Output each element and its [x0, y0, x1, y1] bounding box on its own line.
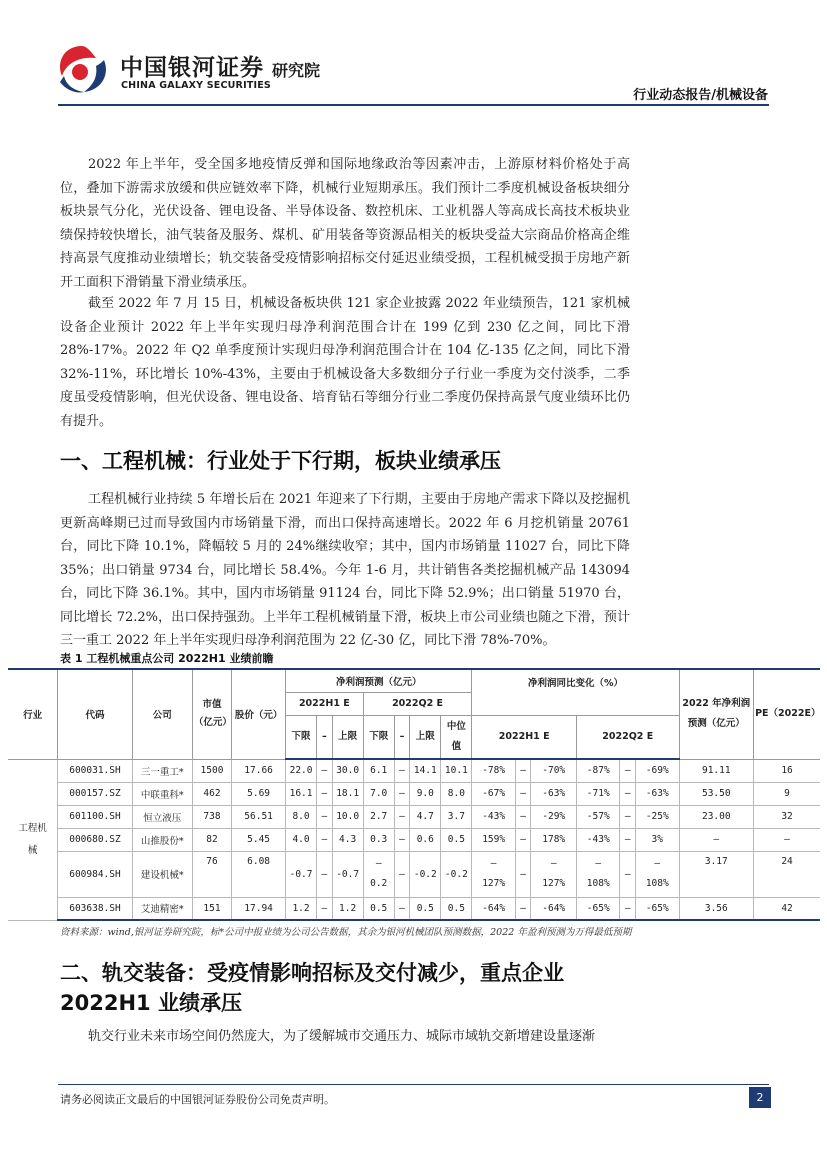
yoy-h1-low-cell: -43% — [472, 805, 516, 828]
np2022-cell: 91.11 — [679, 759, 754, 782]
table-row — [8, 782, 820, 805]
h1-low-cell: -0.7 — [286, 851, 317, 897]
price-cell: 6.08 — [232, 851, 286, 897]
industry-cell: 工程机械 — [8, 759, 58, 920]
q2-mid-cell: 0.5 — [441, 828, 472, 851]
col-header-price: 股价（元） — [232, 669, 286, 759]
q2-mid-cell: 0.5 — [441, 897, 472, 920]
yoy-h1-low-cell: -67% — [472, 782, 516, 805]
q2-high-cell: 4.7 — [410, 805, 441, 828]
paragraph-overview: 2022 年上半年，受全国多地疫情反弹和国际地缘政治等因素冲击，上游原材料价格处于高位，叠加下游需求放缓和供应链效率下降，机械行业短期承压。我们预计二季度机械设备板块细分板块景气分化，光伏设备、锂电设备、半导体设备、数控机床、工业机器人等高成长高技术板块业绩保持较快增长，油气装备及服务、煤机、矿用装备等资源品相关的板块受益大宗商品价格高企维持高景气度推动业绩增长；轨交装备受疫情影响招标交付延迟业绩受损，工程机械受损于房地产新开工面积下滑销量下滑业绩承压。 — [60, 157, 630, 290]
company-cell: 恒立液压 — [132, 805, 192, 828]
yoy-h1-dash-cell: – — [515, 897, 531, 920]
col-header-np-h1: 2022H1 E — [286, 692, 364, 715]
yoy-h1-low-cell: -78% — [472, 759, 516, 782]
pe-cell: 24 — [754, 851, 820, 897]
h1-high-cell: 18.1 — [332, 782, 363, 805]
code-cell: 000157.SZ — [58, 782, 133, 805]
yoy-q2-dash-cell: – — [620, 759, 636, 782]
yoy-h1-dash-cell: – — [515, 782, 531, 805]
q2-dash-cell: – — [394, 759, 410, 782]
paragraph-construction-machinery: 工程机械行业持续 5 年增长后在 2021 年迎来了下行期，主要由于房地产需求下降以及挖掘机更新高峰期已过而导致国内市场销量下滑，而出口保持高速增长。2022 年 6 月挖机销量 20761 台，同比下降 10.1%，降幅较 5 月的 24%继续收窄；其中，国内市场销量 11027 台，同比下降 35%；出口销量 9734 台，同比增长 58.4%。今年 1-6 月，共计销售各类挖掘机械产品 143094 台，同比下降 36.1%。其中，国内市场销量 91124 台，同比下降 52.9%；出口销量 51970 台，同比增长 72.2%，出口保持强劲。上半年工程机械销量下滑，板块上市公司业绩也随之下滑，预计三一重工 2022 年上半年实现归母净利润范围为 22 亿-30 亿，同比下滑 78%-70%。 — [60, 492, 630, 648]
paragraph-earnings-forecast: 截至 2022 年 7 月 15 日，机械设备板块供 121 家企业披露 2022 年业绩预告，121 家机械设备企业预计 2022 年上半年实现归母净利润范围合计在 199 亿到 230 亿之间，同比下滑 28%-17%。2022 年 Q2 单季度预计实现归母净利润范围合计在 104 亿-135 亿之间，同比下滑 32%-11%，环比增长 10%-43%，主要由于机械设备大多数细分子行业一季度为交付淡季，二季度虽受疫情影响，但光伏设备、锂电设备、培育钻石等细分行业二季度仍保持高景气度业绩环比仍有提升。 — [60, 296, 630, 429]
yoy-q2-low-cell: -87% — [576, 759, 620, 782]
h1-high-cell: 1.2 — [332, 897, 363, 920]
yoy-q2-dash-cell: – — [620, 782, 636, 805]
h1-low-cell: 22.0 — [286, 759, 317, 782]
q2-high-cell: -0.2 — [410, 851, 441, 897]
code-cell: 603638.SH — [58, 897, 133, 920]
yoy-q2-low-cell: -65% — [576, 897, 620, 920]
yoy-q2-dash-cell: – — [620, 897, 636, 920]
col-header-np-2022: 2022 年净利润预测（亿元） — [679, 669, 754, 759]
q2-high-cell: 9.0 — [410, 782, 441, 805]
code-cell: 600984.SH — [58, 851, 133, 897]
h1-dash-cell: – — [317, 782, 333, 805]
pe-cell: 16 — [754, 759, 820, 782]
q2-low-cell: 6.1 — [363, 759, 394, 782]
q2-mid-cell: 8.0 — [441, 782, 472, 805]
yoy-h1-dash-cell: – — [515, 851, 531, 897]
china-galaxy-logo-icon — [52, 42, 112, 96]
col-header-h1-upper: 上限 — [332, 715, 363, 759]
price-cell: 56.51 — [232, 805, 286, 828]
q2-dash-cell: – — [394, 782, 410, 805]
table-row — [8, 759, 820, 782]
col-header-yoy-q2: 2022Q2 E — [576, 715, 679, 759]
footer-divider — [58, 1084, 769, 1085]
yoy-h1-high-cell: 178% — [531, 828, 577, 851]
mktcap-cell: 738 — [192, 805, 231, 828]
page-header — [0, 0, 827, 110]
col-header-company: 公司 — [132, 669, 192, 759]
yoy-q2-low-line-a: – — [595, 858, 602, 869]
col-header-np-forecast: 净利润预测（亿元） — [286, 669, 472, 692]
report-type: 行业动态报告/机械设备 — [633, 88, 768, 103]
q2-low-line-a: – — [375, 858, 382, 869]
q2-dash-cell: – — [394, 805, 410, 828]
q2-low-cell — [363, 851, 394, 897]
h1-dash-cell: – — [317, 805, 333, 828]
mktcap-cell: 76 — [192, 851, 231, 897]
price-cell: 5.45 — [232, 828, 286, 851]
yoy-q2-high-line-a: – — [654, 858, 661, 869]
q2-dash-cell: – — [394, 851, 410, 897]
company-cell: 山推股份* — [132, 828, 192, 851]
q2-high-cell: 0.5 — [410, 897, 441, 920]
table-row — [8, 828, 820, 851]
q2-high-cell: 14.1 — [410, 759, 441, 782]
h1-dash-cell: – — [317, 897, 333, 920]
earnings-preview-table — [8, 668, 820, 921]
h1-low-cell: 1.2 — [286, 897, 317, 920]
yoy-q2-low-cell: -71% — [576, 782, 620, 805]
code-cell: 600031.SH — [58, 759, 133, 782]
institute-label: 研究院 — [272, 61, 321, 80]
yoy-h1-high-cell: -70% — [531, 759, 577, 782]
h1-dash-cell: – — [317, 828, 333, 851]
yoy-q2-low-cell: -57% — [576, 805, 620, 828]
company-name-cn: 中国银河证券 — [120, 55, 264, 81]
h1-low-cell: 16.1 — [286, 782, 317, 805]
pe-cell: 9 — [754, 782, 820, 805]
col-header-pe: PE（2022E） — [754, 669, 820, 759]
yoy-h1-high-cell: -29% — [531, 805, 577, 828]
col-header-industry: 行业 — [8, 669, 58, 759]
np2022-cell: 3.56 — [679, 897, 754, 920]
mktcap-cell: 1500 — [192, 759, 231, 782]
col-header-code: 代码 — [58, 669, 133, 759]
yoy-q2-high-cell: 3% — [636, 828, 680, 851]
h1-high-cell: -0.7 — [332, 851, 363, 897]
yoy-h1-high-cell — [531, 851, 577, 897]
np2022-cell: 23.00 — [679, 805, 754, 828]
table-row — [8, 897, 820, 920]
q2-mid-cell: 10.1 — [441, 759, 472, 782]
company-cell: 中联重科* — [132, 782, 192, 805]
h1-low-cell: 4.0 — [286, 828, 317, 851]
q2-high-cell: 0.6 — [410, 828, 441, 851]
price-cell: 17.94 — [232, 897, 286, 920]
h1-high-cell: 4.3 — [332, 828, 363, 851]
code-cell: 000680.SZ — [58, 828, 133, 851]
col-header-mktcap: 市值（亿元） — [192, 669, 231, 759]
table-source-note: 资料来源：wind,银河证券研究院，标*公司中报业绩为公司公告数据，其余为银河机械团队预测数据，2022 年盈利预测为万得最低预期 — [60, 927, 632, 938]
yoy-h1-low-line-b: 127% — [482, 878, 506, 889]
yoy-h1-dash-cell: – — [515, 805, 531, 828]
mktcap-cell: 462 — [192, 782, 231, 805]
np2022-cell: 3.17 — [679, 851, 754, 897]
yoy-q2-low-cell — [576, 851, 620, 897]
col-header-q2-median: 中位值 — [441, 715, 472, 759]
q2-low-cell: 2.7 — [363, 805, 394, 828]
h1-dash-cell: – — [317, 851, 333, 897]
col-header-np-yoy: 净利润同比变化（%） — [472, 669, 679, 715]
yoy-h1-high-cell: -64% — [531, 897, 577, 920]
yoy-h1-low-line-a: – — [490, 858, 497, 869]
yoy-q2-low-line-b: 108% — [586, 878, 610, 889]
yoy-h1-high-cell: -63% — [531, 782, 577, 805]
yoy-h1-high-line-b: 127% — [542, 878, 566, 889]
section-heading-rail-transit: 二、轨交装备：受疫情影响招标及交付减少，重点企业 2022H1 业绩承压 — [60, 961, 564, 1015]
h1-high-cell: 30.0 — [332, 759, 363, 782]
company-cell: 艾迪精密* — [132, 897, 192, 920]
price-cell: 17.66 — [232, 759, 286, 782]
col-header-q2-lower: 下限 — [363, 715, 394, 759]
yoy-q2-dash-cell: – — [620, 828, 636, 851]
pe-cell: 42 — [754, 897, 820, 920]
company-cell: 三一重工* — [132, 759, 192, 782]
table-row — [8, 851, 820, 897]
q2-mid-cell: -0.2 — [441, 851, 472, 897]
yoy-q2-high-cell: -63% — [636, 782, 680, 805]
yoy-h1-dash-cell: – — [515, 828, 531, 851]
company-name-en: CHINA GALAXY SECURITIES — [121, 80, 271, 91]
table-row — [8, 805, 820, 828]
q2-low-cell: 7.0 — [363, 782, 394, 805]
page-number: 2 — [749, 1087, 771, 1108]
col-header-yoy-h1: 2022H1 E — [472, 715, 577, 759]
yoy-q2-high-cell: -25% — [636, 805, 680, 828]
col-header-q2-dash: – — [394, 715, 410, 759]
h1-dash-cell: – — [317, 759, 333, 782]
table-title: 表 1 工程机械重点公司 2022H1 业绩前瞻 — [60, 652, 274, 665]
np2022-cell: – — [679, 828, 754, 851]
code-cell: 601100.SH — [58, 805, 133, 828]
q2-low-cell: 0.3 — [363, 828, 394, 851]
q2-dash-cell: – — [394, 897, 410, 920]
header-divider — [58, 104, 769, 106]
yoy-q2-dash-cell: – — [620, 851, 636, 897]
q2-low-cell: 0.5 — [363, 897, 394, 920]
price-cell: 5.69 — [232, 782, 286, 805]
mktcap-cell: 82 — [192, 828, 231, 851]
yoy-h1-low-cell: -64% — [472, 897, 516, 920]
yoy-q2-low-cell: -43% — [576, 828, 620, 851]
paragraph-rail-transit: 轨交行业未来市场空间仍然庞大，为了缓解城市交通压力、城际市域轨交新增建设量逐渐 — [88, 1029, 596, 1044]
yoy-h1-dash-cell: – — [515, 759, 531, 782]
yoy-h1-low-cell — [472, 851, 516, 897]
h1-high-cell: 10.0 — [332, 805, 363, 828]
yoy-q2-high-cell: -65% — [636, 897, 680, 920]
company-cell: 建设机械* — [132, 851, 192, 897]
pe-cell: 32 — [754, 805, 820, 828]
q2-low-line-b: 0.2 — [370, 878, 388, 889]
footer-disclaimer: 请务必阅读正文最后的中国银河证券股份公司免责声明。 — [60, 1093, 335, 1106]
pe-cell: – — [754, 828, 820, 851]
yoy-h1-low-cell: 159% — [472, 828, 516, 851]
h1-low-cell: 8.0 — [286, 805, 317, 828]
section-heading-construction-machinery: 一、工程机械：行业处于下行期，板块业绩承压 — [60, 449, 501, 473]
col-header-h1-dash: – — [317, 715, 333, 759]
col-header-np-q2: 2022Q2 E — [363, 692, 472, 715]
col-header-h1-lower: 下限 — [286, 715, 317, 759]
col-header-q2-upper: 上限 — [410, 715, 441, 759]
yoy-q2-high-cell: -69% — [636, 759, 680, 782]
np2022-cell: 53.50 — [679, 782, 754, 805]
q2-dash-cell: – — [394, 828, 410, 851]
mktcap-cell: 151 — [192, 897, 231, 920]
q2-mid-cell: 3.7 — [441, 805, 472, 828]
yoy-h1-high-line-a: – — [550, 858, 557, 869]
yoy-q2-high-cell — [636, 851, 680, 897]
yoy-q2-dash-cell: – — [620, 805, 636, 828]
yoy-q2-high-line-b: 108% — [645, 878, 669, 889]
